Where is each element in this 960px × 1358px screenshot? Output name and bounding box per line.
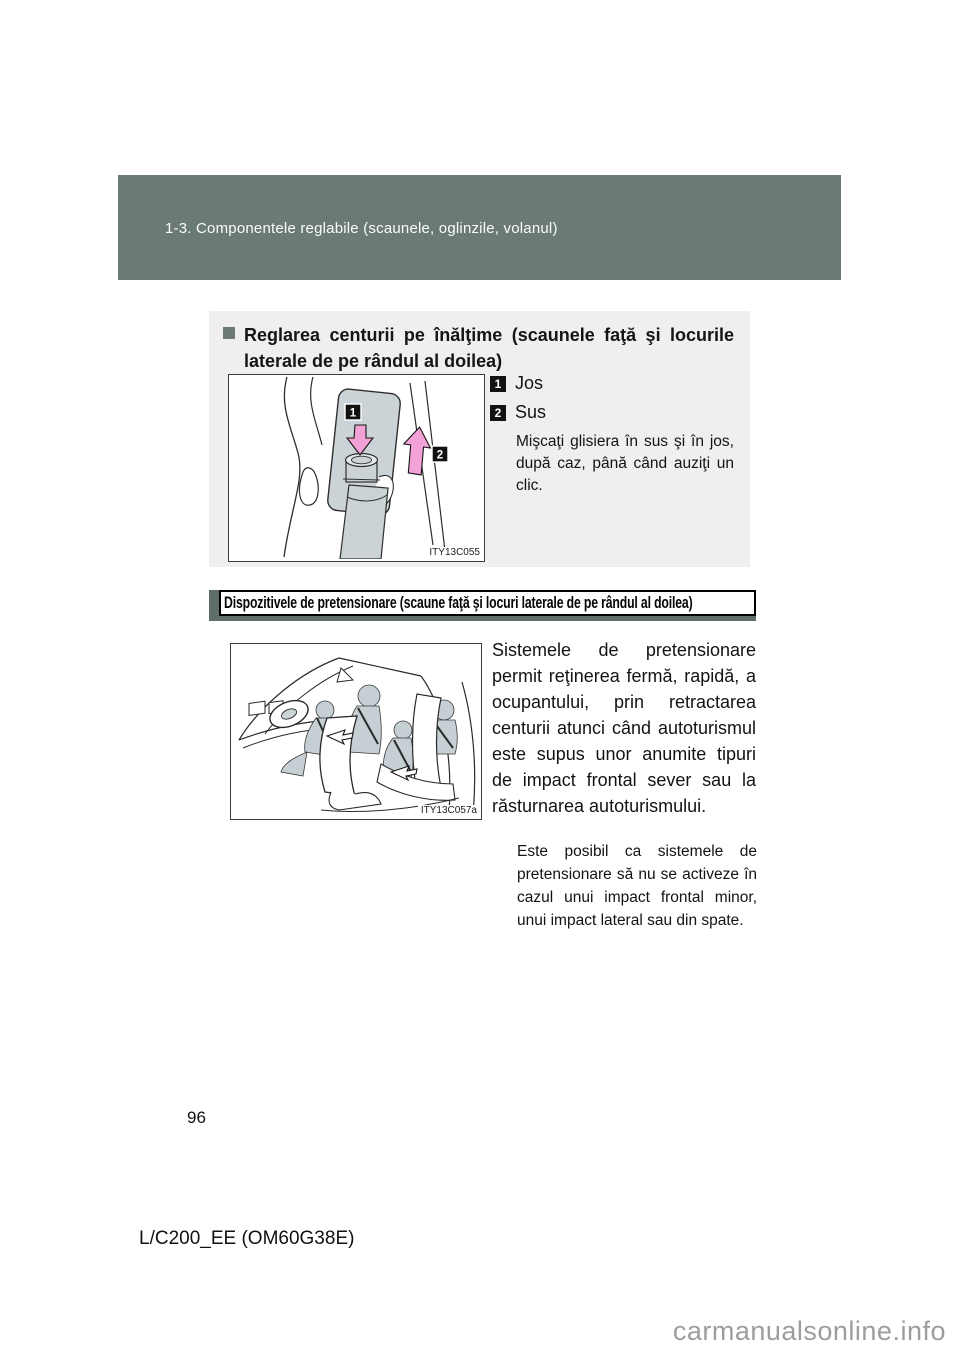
legend-item-down — [490, 373, 715, 394]
chapter-header-band — [118, 175, 841, 280]
legend-note: Mişcaţi glisiera în sus şi în jos, după caz, până când auziţi un clic. — [516, 433, 734, 494]
figure-legend — [490, 373, 734, 497]
section-title-box — [219, 590, 756, 616]
figure-caption: ITY13C055 — [426, 547, 480, 558]
arrow-up-icon — [399, 425, 433, 476]
chapter-breadcrumb: 1-3. Componentele reglabile (scaunele, oglinzile, volanul) — [165, 220, 558, 237]
watermark-text: carmanualsonline.info — [672, 1316, 946, 1346]
pretensioner-body: Sistemele de pretensionare permit reţinerea fermă, rapidă, a ocupantului, prin retractarea centurii atunci când autoturismul este supus unor anumite tipuri de impact frontal sever sau la răsturnarea autoturismului. — [492, 640, 756, 816]
figure-belt-adjuster — [228, 374, 485, 562]
pretensioner-note: Este posibil ca sistemele de pretensionare să nu se activeze în cazul unui impact frontal minor, unui impact lateral sau din spate. — [517, 843, 757, 929]
section-title-bar — [209, 590, 756, 621]
legend-label-up: Sus — [515, 402, 547, 422]
badge-2: 2 — [490, 405, 506, 421]
svg-text:2: 2 — [436, 449, 444, 462]
belt-adjuster-illustration — [229, 375, 482, 559]
figure-pretensioners — [230, 643, 482, 820]
belt-height-panel — [209, 311, 750, 567]
figure-caption: ITY13C057a — [418, 805, 477, 816]
page-number: 96 — [187, 1108, 206, 1127]
legend-label-down: Jos — [515, 373, 544, 393]
pretensioner-illustration — [231, 644, 479, 817]
svg-text:1: 1 — [349, 407, 357, 420]
footer-document-code: L/C200_EE (OM60G38E) — [139, 1228, 355, 1249]
section-title-text: Dispozitivele de pretensionare (scaune faţă şi locuri laterale de pe rândul al doilea) — [224, 593, 693, 612]
square-bullet-icon — [223, 327, 235, 339]
legend-item-up — [490, 402, 715, 423]
panel-heading: Reglarea centurii pe înălţime (scaunele faţă şi locurile laterale de pe rândul al doilea) — [244, 325, 734, 371]
badge-1: 1 — [490, 376, 506, 392]
